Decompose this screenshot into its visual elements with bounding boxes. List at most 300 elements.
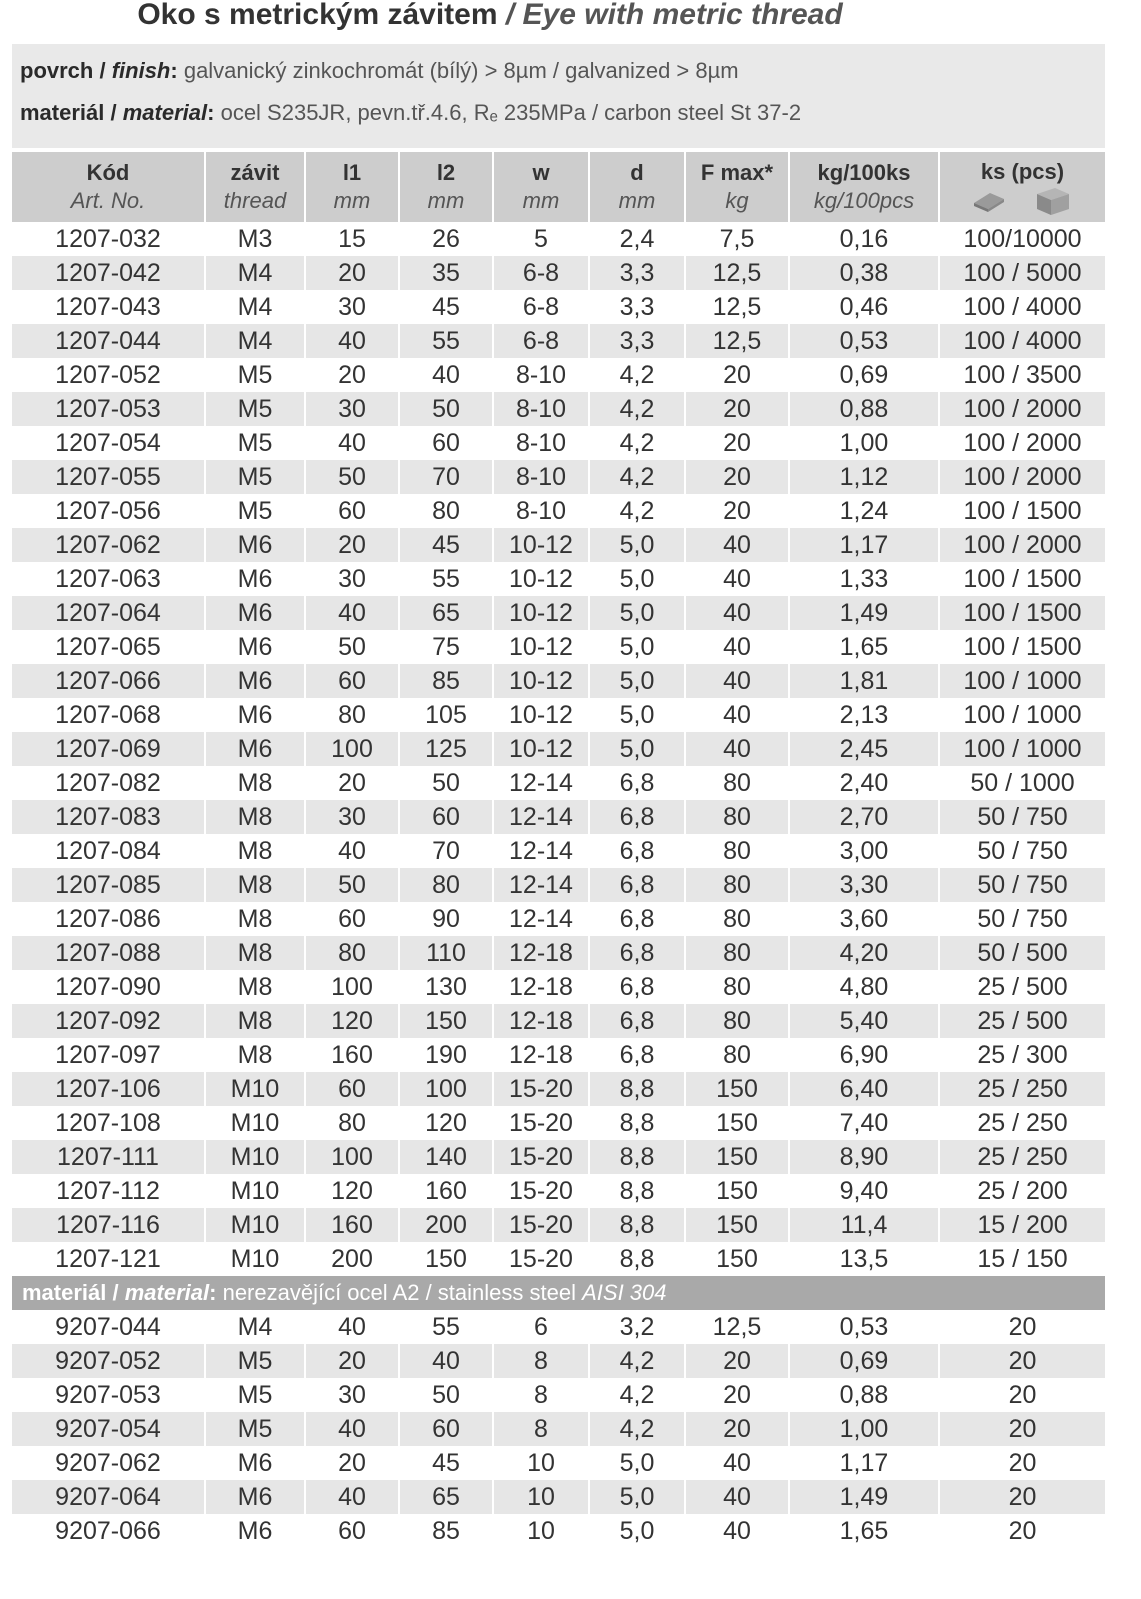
table-cell: 0,53: [790, 1310, 940, 1344]
table-row: [12, 290, 1105, 324]
table-cell: 20: [1008, 1449, 1037, 1477]
table-cell: 30: [306, 290, 400, 324]
page-title: [0, 0, 980, 32]
table-cell: 120: [306, 1004, 400, 1038]
table-cell: 20: [686, 426, 790, 460]
table-cell: 50 / 1000: [970, 769, 1075, 797]
table-cell: M5: [206, 1378, 306, 1412]
table-cell: 10-12: [494, 732, 590, 766]
table-cell: 0,88: [790, 392, 940, 426]
table-cell: 20: [686, 1412, 790, 1446]
table-cell: M3: [206, 222, 306, 256]
table-cell: 20: [306, 528, 400, 562]
table-cell: 50: [400, 766, 494, 800]
table-cell: M6: [206, 732, 306, 766]
table-cell: 100 / 4000: [940, 324, 1105, 358]
table-cell: 150: [686, 1174, 790, 1208]
table-cell: 8-10: [494, 358, 590, 392]
table-row: [12, 1106, 1105, 1140]
table-cell: M6: [206, 562, 306, 596]
table-cell: 25 / 250: [977, 1109, 1068, 1137]
table-cell: 1207-056: [12, 494, 206, 528]
table-cell: 8,8: [590, 1208, 686, 1242]
table-cell: 20: [686, 1344, 790, 1378]
table-cell: M5: [206, 358, 306, 392]
table-cell: 10: [494, 1446, 590, 1480]
table-cell: 40: [306, 596, 400, 630]
table-cell: 8-10: [494, 460, 590, 494]
table-cell: 5,0: [590, 1514, 686, 1548]
table-cell: 2,13: [790, 698, 940, 732]
table-cell: 4,2: [590, 1412, 686, 1446]
table-cell: 20: [1008, 1313, 1037, 1341]
table-cell: 6,8: [590, 834, 686, 868]
table-cell: 6,8: [590, 970, 686, 1004]
table-row: [12, 1242, 1105, 1276]
title-czech: Oko s metrickým závitem: [137, 0, 498, 31]
table-row: [12, 1140, 1105, 1174]
table-cell: 6: [494, 1310, 590, 1344]
table-cell: 15 / 150: [977, 1245, 1068, 1273]
table-cell: 80: [306, 698, 400, 732]
table-row: [12, 1514, 1105, 1548]
table-cell: 20: [686, 392, 790, 426]
box-icon: [1033, 186, 1073, 216]
table-cell: 120: [306, 1174, 400, 1208]
table-row: [12, 1412, 1105, 1446]
table-cell: 50 / 750: [977, 905, 1068, 933]
table-cell: 125: [400, 732, 494, 766]
table-cell: 15-20: [494, 1208, 590, 1242]
table-cell: 0,16: [790, 222, 940, 256]
table-cell: M8: [206, 902, 306, 936]
table-cell: M8: [206, 766, 306, 800]
table-row: [12, 426, 1105, 460]
table-cell: M5: [206, 392, 306, 426]
table-cell: 1207-108: [12, 1106, 206, 1140]
table-cell: M5: [206, 426, 306, 460]
table-cell: 80: [686, 766, 790, 800]
table-cell: 80: [686, 800, 790, 834]
table-cell: 7,40: [790, 1106, 940, 1140]
table-cell: 130: [400, 970, 494, 1004]
table-cell: 85: [400, 664, 494, 698]
table-cell: 1207-055: [12, 460, 206, 494]
table-cell: 5,0: [590, 732, 686, 766]
table-cell: 10-12: [494, 562, 590, 596]
table-cell: 6,8: [590, 936, 686, 970]
material-label-cz: materiál: [20, 100, 105, 125]
table-row: [12, 562, 1105, 596]
table-cell: 6,40: [790, 1072, 940, 1106]
table-cell: 100 / 2000: [940, 392, 1105, 426]
title-english: Eye with metric thread: [522, 0, 843, 31]
table-cell: 6-8: [494, 290, 590, 324]
table-header-row: [12, 152, 1105, 222]
table-cell: 4,2: [590, 358, 686, 392]
table-cell: 12-18: [494, 936, 590, 970]
table-cell: M6: [206, 1446, 306, 1480]
table-cell: M4: [206, 1310, 306, 1344]
table-cell: M10: [206, 1174, 306, 1208]
table-cell: 60: [306, 1072, 400, 1106]
table-cell: 9207-044: [12, 1310, 206, 1344]
table-cell: 50: [400, 392, 494, 426]
table-cell: 12-18: [494, 1038, 590, 1072]
table-cell: 65: [400, 596, 494, 630]
table-cell: 140: [400, 1140, 494, 1174]
table-cell: 15-20: [494, 1174, 590, 1208]
table-cell: 160: [306, 1208, 400, 1242]
table-row: [12, 1310, 1105, 1344]
table-cell: 20: [306, 256, 400, 290]
table-cell: 20: [686, 1378, 790, 1412]
table-cell: 1,00: [790, 426, 940, 460]
table-cell: 80: [686, 936, 790, 970]
table-cell: M8: [206, 970, 306, 1004]
table-cell: 90: [400, 902, 494, 936]
table-cell: 70: [400, 460, 494, 494]
finish-label-en: finish: [111, 58, 171, 83]
table-cell: 8-10: [494, 494, 590, 528]
table-cell: 12-18: [494, 970, 590, 1004]
table-cell: 9207-064: [12, 1480, 206, 1514]
material2-value-grade: AISI 304: [582, 1280, 667, 1305]
table-cell: 25 / 200: [977, 1177, 1068, 1205]
table-cell: 20: [686, 494, 790, 528]
table-cell: M5: [206, 460, 306, 494]
table-cell: M6: [206, 630, 306, 664]
table-cell: 45: [400, 528, 494, 562]
table-cell: 8: [494, 1344, 590, 1378]
table-cell: 10: [494, 1514, 590, 1548]
table-cell: 200: [400, 1208, 494, 1242]
table-cell: 80: [686, 1004, 790, 1038]
table-cell: 1207-116: [12, 1208, 206, 1242]
table-cell: 3,60: [790, 902, 940, 936]
table-cell: M10: [206, 1072, 306, 1106]
table-row: [12, 1174, 1105, 1208]
table-row: [12, 664, 1105, 698]
table-cell: 50: [306, 630, 400, 664]
table-cell: 100 / 3500: [963, 361, 1082, 389]
table-cell: 10-12: [494, 698, 590, 732]
table-cell: M4: [206, 256, 306, 290]
table-row: [12, 222, 1105, 256]
small-package-icon: [972, 189, 1006, 213]
table-cell: 30: [306, 562, 400, 596]
col-header-l1: l1 mm: [306, 152, 400, 222]
table-cell: 60: [400, 426, 494, 460]
table-cell: 5,0: [590, 1446, 686, 1480]
table-cell: 12-14: [494, 766, 590, 800]
table-cell: 6,8: [590, 1038, 686, 1072]
table-cell: 11,4: [790, 1208, 940, 1242]
table-cell: 100 / 1500: [963, 565, 1082, 593]
table-cell: 3,3: [590, 256, 686, 290]
table-cell: 25 / 300: [977, 1041, 1068, 1069]
table-cell: 120: [400, 1106, 494, 1140]
table-cell: 100: [306, 1140, 400, 1174]
table-cell: 12,5: [686, 290, 790, 324]
table-cell: M5: [206, 494, 306, 528]
table-cell: 1207-053: [12, 392, 206, 426]
table-cell: 40: [400, 358, 494, 392]
material2-label-cz: materiál: [22, 1280, 107, 1305]
table-cell: 10-12: [494, 596, 590, 630]
table-cell: 40: [686, 732, 790, 766]
table-cell: 100 / 5000: [940, 256, 1105, 290]
table-cell: 9207-062: [12, 1446, 206, 1480]
table-cell: 40: [306, 1310, 400, 1344]
table-row: [12, 392, 1105, 426]
table-cell: 65: [400, 1480, 494, 1514]
material2-value: nerezavějící ocel A2 / stainless steel: [222, 1280, 576, 1305]
table-cell: 8,8: [590, 1174, 686, 1208]
table-cell: 5,0: [590, 1480, 686, 1514]
table-cell: 5,0: [590, 596, 686, 630]
table-cell: 80: [686, 1038, 790, 1072]
table-cell: 80: [686, 902, 790, 936]
table-cell: 100 / 1000: [940, 732, 1105, 766]
table-cell: 105: [400, 698, 494, 732]
table-cell: 25 / 250: [940, 1140, 1105, 1174]
table-row: [12, 1344, 1105, 1378]
table-cell: 55: [400, 324, 494, 358]
finish-line: povrch / finish: galvanický zinkochromát (bílý) > 8µm / galvanized > 8µm: [20, 58, 739, 83]
table-cell: 13,5: [790, 1242, 940, 1276]
table-cell: 1207-090: [12, 970, 206, 1004]
table-cell: 40: [686, 698, 790, 732]
table-cell: 3,3: [590, 290, 686, 324]
table-cell: 20: [1008, 1517, 1037, 1545]
table-cell: 50 / 500: [940, 936, 1105, 970]
table-cell: 150: [686, 1208, 790, 1242]
table-row: [12, 528, 1105, 562]
table-cell: 50 / 750: [977, 837, 1068, 865]
table-cell: 1207-111: [12, 1140, 206, 1174]
title-separator: /: [505, 0, 515, 31]
table-cell: 25 / 500: [977, 973, 1068, 1001]
table-cell: 60: [400, 1412, 494, 1446]
table-row: [12, 256, 1105, 290]
table-cell: 0,88: [790, 1378, 940, 1412]
stainless-rows: [12, 1310, 1105, 1548]
table-cell: M5: [206, 1412, 306, 1446]
table-cell: 6,8: [590, 1004, 686, 1038]
material-line: materiál / material: ocel S235JR, pevn.tř.4.6, Rₑ 235MPa / carbon steel St 37-2: [20, 100, 802, 125]
table-cell: 20: [940, 1480, 1105, 1514]
table-cell: 2,40: [790, 766, 940, 800]
table-cell: 1207-085: [12, 868, 206, 902]
table-cell: 8,8: [590, 1106, 686, 1140]
table-cell: 12-14: [494, 868, 590, 902]
table-cell: 0,46: [790, 290, 940, 324]
table-cell: 80: [400, 494, 494, 528]
table-cell: 10-12: [494, 664, 590, 698]
table-cell: M10: [206, 1106, 306, 1140]
col-header-w: w mm: [494, 152, 590, 222]
table-row: [12, 460, 1105, 494]
table-cell: 60: [400, 800, 494, 834]
table-cell: 8: [494, 1412, 590, 1446]
table-cell: 160: [306, 1038, 400, 1072]
table-cell: 40: [686, 1446, 790, 1480]
table-cell: 150: [400, 1004, 494, 1038]
table-cell: 5,0: [590, 630, 686, 664]
table-cell: 80: [686, 834, 790, 868]
table-cell: 1207-063: [12, 562, 206, 596]
table-cell: 3,2: [590, 1310, 686, 1344]
table-cell: 1207-064: [12, 596, 206, 630]
table-cell: 12-14: [494, 902, 590, 936]
table-cell: 8,8: [590, 1072, 686, 1106]
table-cell: 100 / 1500: [940, 596, 1105, 630]
table-cell: 1,49: [790, 596, 940, 630]
table-cell: 4,2: [590, 426, 686, 460]
table-cell: 6,8: [590, 868, 686, 902]
table-row: [12, 1038, 1105, 1072]
table-cell: 12,5: [686, 1310, 790, 1344]
table-cell: 40: [400, 1344, 494, 1378]
table-cell: 9207-053: [12, 1378, 206, 1412]
table-cell: 40: [686, 562, 790, 596]
table-cell: 150: [686, 1106, 790, 1140]
table-cell: 3,30: [790, 868, 940, 902]
table-cell: 10: [494, 1480, 590, 1514]
table-cell: 15: [306, 222, 400, 256]
table-cell: 1207-084: [12, 834, 206, 868]
table-cell: 8,8: [590, 1140, 686, 1174]
table-cell: 1,00: [790, 1412, 940, 1446]
table-cell: 1207-086: [12, 902, 206, 936]
table-cell: 1207-044: [12, 324, 206, 358]
table-cell: 1207-065: [12, 630, 206, 664]
table-cell: 100: [306, 732, 400, 766]
table-cell: 20: [940, 1412, 1105, 1446]
table-cell: 100: [306, 970, 400, 1004]
table-cell: 12-14: [494, 800, 590, 834]
table-cell: 1,17: [790, 528, 940, 562]
table-cell: 1207-068: [12, 698, 206, 732]
table-cell: 1,24: [790, 494, 940, 528]
table-cell: M4: [206, 290, 306, 324]
table-cell: 40: [686, 528, 790, 562]
table-cell: 110: [400, 936, 494, 970]
table-cell: 15 / 200: [940, 1208, 1105, 1242]
table-cell: 100 / 1500: [963, 633, 1082, 661]
table-cell: M6: [206, 664, 306, 698]
table-cell: 1207-121: [12, 1242, 206, 1276]
table-cell: M8: [206, 834, 306, 868]
table-cell: 100 / 2000: [963, 429, 1082, 457]
table-cell: 20: [306, 766, 400, 800]
table-cell: M10: [206, 1242, 306, 1276]
table-cell: M8: [206, 1038, 306, 1072]
table-cell: 2,4: [590, 222, 686, 256]
table-cell: 4,20: [790, 936, 940, 970]
table-cell: 100 / 2000: [940, 528, 1105, 562]
table-cell: 80: [306, 936, 400, 970]
table-cell: 50 / 750: [940, 800, 1105, 834]
table-cell: 85: [400, 1514, 494, 1548]
table-cell: 150: [686, 1072, 790, 1106]
steel-rows: [12, 222, 1105, 1276]
table-cell: M8: [206, 800, 306, 834]
table-cell: 150: [400, 1242, 494, 1276]
table-cell: 1,65: [790, 1514, 940, 1548]
table-cell: 20: [686, 460, 790, 494]
table-cell: 40: [686, 1514, 790, 1548]
table-cell: 8-10: [494, 392, 590, 426]
table-cell: M8: [206, 1004, 306, 1038]
table-cell: 40: [306, 426, 400, 460]
col-header-pcs: ks (pcs): [940, 152, 1105, 222]
table-cell: 10-12: [494, 528, 590, 562]
table-cell: 6,8: [590, 800, 686, 834]
table-row: [12, 358, 1105, 392]
table-cell: 6,8: [590, 902, 686, 936]
table-cell: 100/10000: [963, 225, 1082, 253]
table-cell: 0,53: [790, 324, 940, 358]
table-cell: 30: [306, 1378, 400, 1412]
table-cell: 25 / 250: [940, 1072, 1105, 1106]
table-cell: 2,45: [790, 732, 940, 766]
table-cell: 5,0: [590, 698, 686, 732]
table-cell: 40: [306, 324, 400, 358]
col-header-weight: kg/100ks kg/100pcs: [790, 152, 940, 222]
table-row: [12, 1004, 1105, 1038]
table-cell: 80: [686, 868, 790, 902]
table-cell: 6-8: [494, 256, 590, 290]
table-cell: M6: [206, 698, 306, 732]
table-cell: M8: [206, 936, 306, 970]
table-cell: 60: [306, 902, 400, 936]
table-cell: 12-18: [494, 1004, 590, 1038]
table-cell: 100 / 2000: [940, 460, 1105, 494]
table-cell: 100 / 4000: [963, 293, 1082, 321]
table-cell: 1,81: [790, 664, 940, 698]
table-cell: 40: [686, 596, 790, 630]
product-table: [12, 152, 1105, 1548]
table-row: [12, 1446, 1105, 1480]
table-cell: 12,5: [686, 324, 790, 358]
table-row: [12, 1072, 1105, 1106]
table-cell: M6: [206, 596, 306, 630]
table-cell: 40: [686, 1480, 790, 1514]
table-cell: 40: [306, 1412, 400, 1446]
table-cell: 5,40: [790, 1004, 940, 1038]
table-cell: 20: [1008, 1381, 1037, 1409]
table-cell: M5: [206, 1344, 306, 1378]
table-cell: 12,5: [686, 256, 790, 290]
table-cell: 100: [400, 1072, 494, 1106]
table-cell: 10-12: [494, 630, 590, 664]
table-cell: M6: [206, 1514, 306, 1548]
col-header-thread: závit thread: [206, 152, 306, 222]
table-cell: 9207-066: [12, 1514, 206, 1548]
table-row: [12, 766, 1105, 800]
table-cell: 3,00: [790, 834, 940, 868]
table-cell: 9207-052: [12, 1344, 206, 1378]
table-cell: 5,0: [590, 528, 686, 562]
col-header-code: Kód Art. No.: [12, 152, 206, 222]
table-row: [12, 630, 1105, 664]
table-cell: 1207-042: [12, 256, 206, 290]
table-cell: 8-10: [494, 426, 590, 460]
table-cell: 50: [400, 1378, 494, 1412]
table-cell: 160: [400, 1174, 494, 1208]
